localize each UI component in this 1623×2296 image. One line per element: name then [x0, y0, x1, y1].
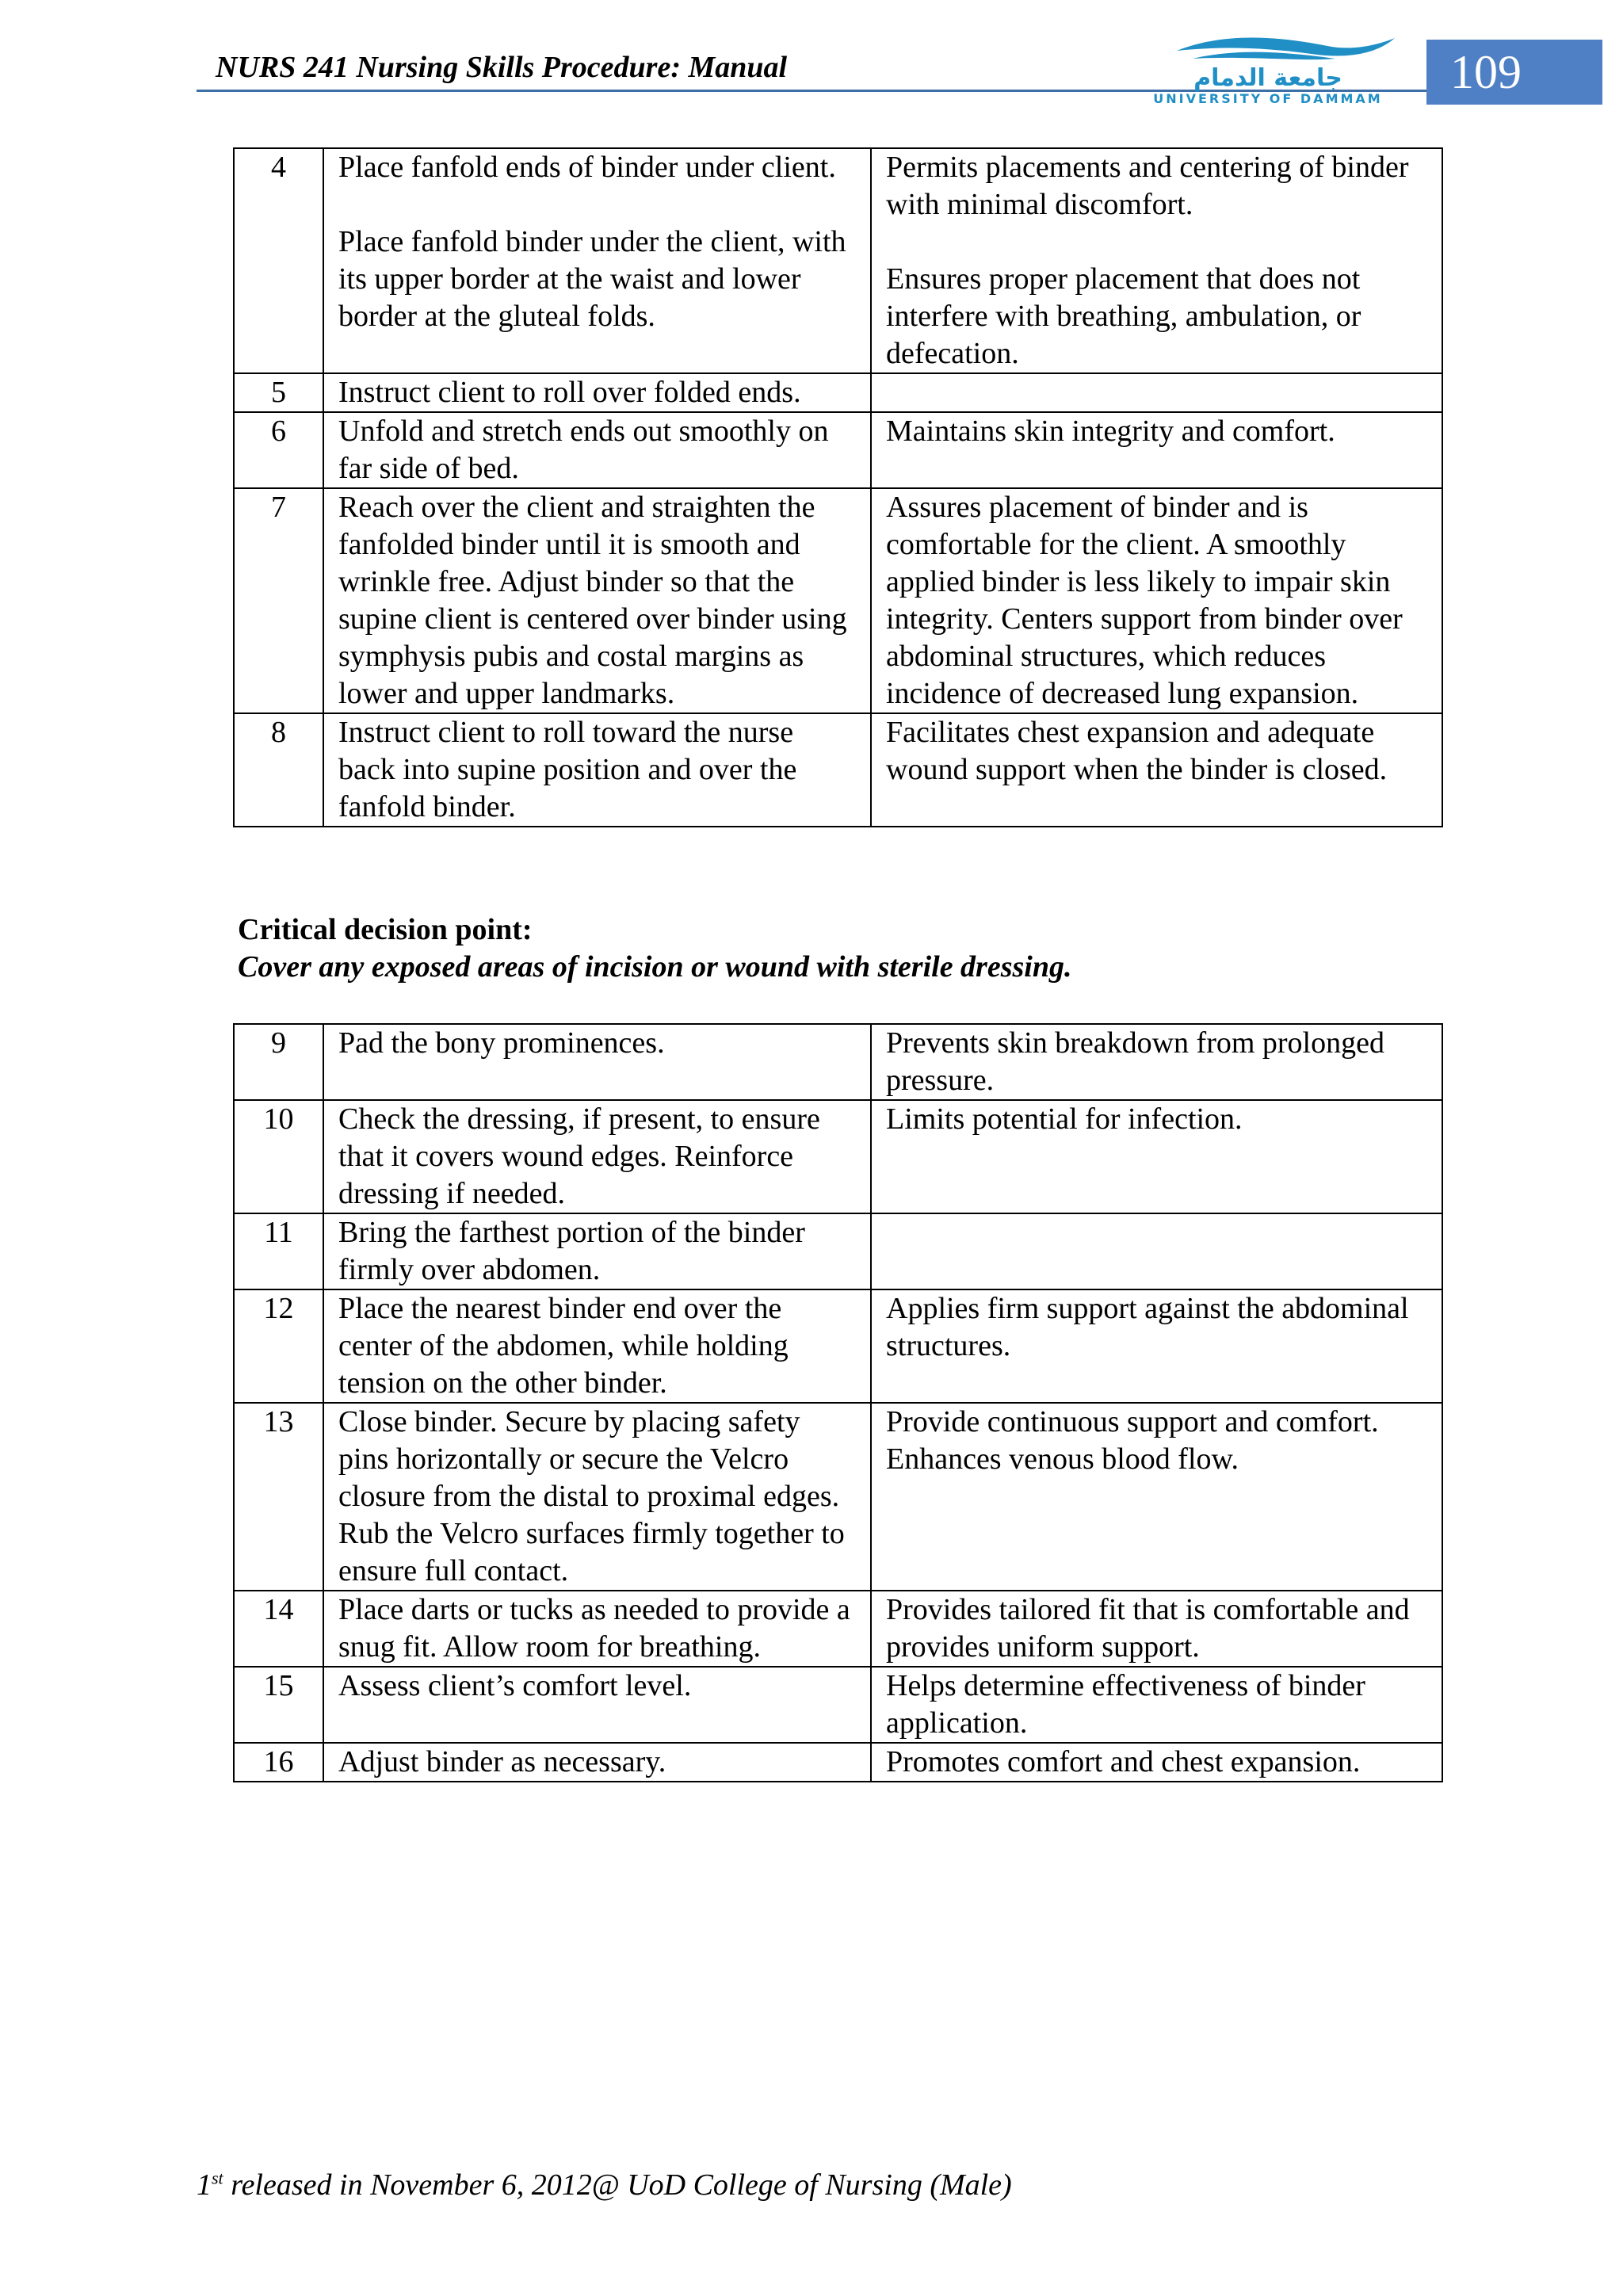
step-rationale	[871, 148, 1442, 373]
step-action: Close binder. Secure by placing safety pins horizontally or secure the Velcro closure from the distal to proximal edges. Rub the Velcro surfaces firmly together to ensure full contact.	[323, 1403, 871, 1591]
footer-prefix: 1	[197, 2168, 212, 2202]
university-logo	[1129, 32, 1403, 107]
critical-decision-point	[238, 911, 1071, 986]
table-row	[234, 1403, 1442, 1591]
procedure-table-1	[233, 147, 1443, 827]
step-rationale-text: Ensures proper placement that does not interfere with breathing, ambulation, or defecation.	[886, 262, 1361, 370]
step-rationale: Applies firm support against the abdominal structures.	[871, 1289, 1442, 1403]
table-row	[234, 1100, 1442, 1213]
step-action: Place the nearest binder end over the center of the abdomen, while holding tension on the other binder.	[323, 1289, 871, 1403]
step-action: Adjust binder as necessary.	[323, 1743, 871, 1782]
table-row	[234, 1024, 1442, 1100]
step-action: Bring the farthest portion of the binder firmly over abdomen.	[323, 1213, 871, 1289]
step-number: 5	[234, 373, 323, 412]
step-action: Instruct client to roll over folded ends.	[323, 373, 871, 412]
step-action-text: Place fanfold binder under the client, with its upper border at the waist and lower border at the gluteal folds.	[338, 225, 846, 333]
footer	[197, 2168, 1012, 2202]
step-number: 13	[234, 1403, 323, 1591]
step-number: 14	[234, 1591, 323, 1667]
step-rationale: Assures placement of binder and is comfortable for the client. A smoothly applied binder is less likely to impair skin integrity. Centers support from binder over abdominal structures, which reduces incidence of decreased lung expansion.	[871, 488, 1442, 713]
step-action: Check the dressing, if present, to ensure that it covers wound edges. Reinforce dressing if needed.	[323, 1100, 871, 1213]
table-row	[234, 148, 1442, 373]
table-row	[234, 488, 1442, 713]
step-number: 4	[234, 148, 323, 373]
table-row	[234, 1667, 1442, 1743]
table-row	[234, 1743, 1442, 1782]
step-number: 10	[234, 1100, 323, 1213]
logo-arabic: جامعة الدمام	[1193, 64, 1342, 92]
step-action: Pad the bony prominences.	[323, 1024, 871, 1100]
step-number: 12	[234, 1289, 323, 1403]
step-number: 6	[234, 412, 323, 488]
step-number: 7	[234, 488, 323, 713]
page-number: 109	[1426, 40, 1602, 105]
footer-text: released in November 6, 2012@ UoD College of Nursing (Male)	[223, 2168, 1012, 2202]
step-rationale: Provide continuous support and comfort. Enhances venous blood flow.	[871, 1403, 1442, 1591]
table-row	[234, 713, 1442, 827]
table-row	[234, 412, 1442, 488]
table-row	[234, 373, 1442, 412]
step-number: 16	[234, 1743, 323, 1782]
step-action: Reach over the client and straighten the fanfolded binder until it is smooth and wrinkle free. Adjust binder so that the supine client is centered over binder using symphysis pubis and costal margins as lower and upper landmarks.	[323, 488, 871, 713]
step-action: Assess client’s comfort level.	[323, 1667, 871, 1743]
step-action: Instruct client to roll toward the nurse back into supine position and over the fanfold binder.	[323, 713, 871, 827]
step-rationale: Facilitates chest expansion and adequate wound support when the binder is closed.	[871, 713, 1442, 827]
step-number: 15	[234, 1667, 323, 1743]
step-rationale-text: Permits placements and centering of binder with minimal discomfort.	[886, 151, 1409, 221]
step-number: 11	[234, 1213, 323, 1289]
step-rationale	[871, 373, 1442, 412]
table-row	[234, 1289, 1442, 1403]
procedure-table-2	[233, 1023, 1443, 1782]
step-rationale: Provides tailored fit that is comfortable and provides uniform support.	[871, 1591, 1442, 1667]
step-action-text: Place fanfold ends of binder under client.	[338, 151, 836, 184]
table-row	[234, 1591, 1442, 1667]
step-rationale: Limits potential for infection.	[871, 1100, 1442, 1213]
step-rationale: Prevents skin breakdown from prolonged pressure.	[871, 1024, 1442, 1100]
step-number: 9	[234, 1024, 323, 1100]
logo-wave-icon	[1177, 38, 1395, 56]
step-action: Unfold and stretch ends out smoothly on far side of bed.	[323, 412, 871, 488]
footer-superscript: st	[212, 2168, 223, 2188]
step-action	[323, 148, 871, 373]
step-rationale: Maintains skin integrity and comfort.	[871, 412, 1442, 488]
step-rationale: Promotes comfort and chest expansion.	[871, 1743, 1442, 1782]
logo-text: UNIVERSITY OF DAMMAM	[1153, 91, 1383, 106]
table-row	[234, 1213, 1442, 1289]
header-title: NURS 241 Nursing Skills Procedure: Manual	[216, 51, 788, 84]
step-action: Place darts or tucks as needed to provide a snug fit. Allow room for breathing.	[323, 1591, 871, 1667]
critical-decision-label: Critical decision point:	[238, 913, 533, 946]
step-number: 8	[234, 713, 323, 827]
step-rationale	[871, 1213, 1442, 1289]
critical-decision-text: Cover any exposed areas of incision or wound with sterile dressing.	[238, 950, 1072, 984]
step-rationale: Helps determine effectiveness of binder application.	[871, 1667, 1442, 1743]
